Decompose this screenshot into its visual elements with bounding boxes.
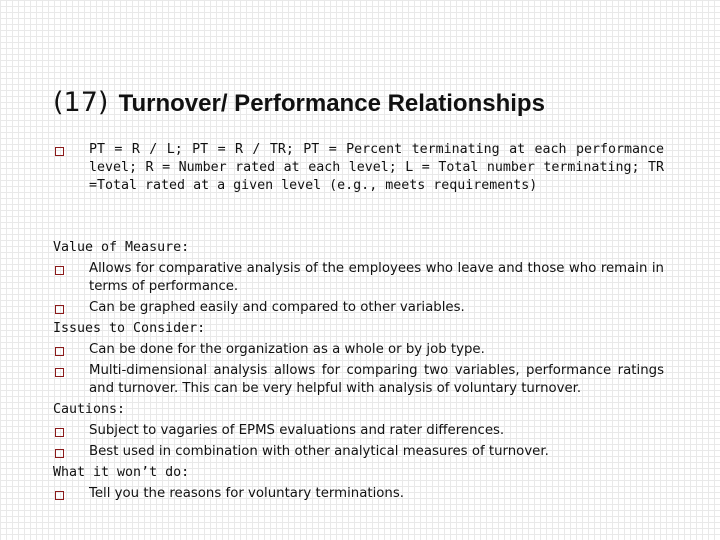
list-item-text: Can be graphed easily and compared to other variables. <box>89 300 465 315</box>
square-bullet-icon <box>55 428 64 437</box>
square-bullet-icon <box>55 491 64 500</box>
wont-do-heading: What it won’t do: <box>53 465 190 480</box>
value-heading: Value of Measure: <box>53 240 190 255</box>
square-bullet-icon <box>55 147 64 156</box>
square-bullet-icon <box>55 266 64 275</box>
square-bullet-icon <box>55 368 64 377</box>
square-bullet-icon <box>55 305 64 314</box>
formula-text: PT = R / L; PT = R / TR; PT = Percent terminating at each performance level; R = Number rated at each level; L = Total number terminating; TR =Total rated at a given level (e.g., meets requirements) <box>89 142 664 193</box>
list-item <box>53 341 664 359</box>
list-item <box>53 422 664 440</box>
square-bullet-icon <box>55 449 64 458</box>
issues-heading: Issues to Consider: <box>53 321 206 336</box>
list-item-text: Allows for comparative analysis of the employees who leave and those who remain in terms of performance. <box>89 261 664 294</box>
list-item <box>53 299 664 317</box>
list-item <box>53 362 664 398</box>
square-bullet-icon <box>55 347 64 356</box>
list-item-text: Multi-dimensional analysis allows for comparing two variables, performance ratings and turnover. This can be very helpful with analysis of voluntary turnover. <box>89 363 664 396</box>
list-item <box>53 443 664 461</box>
body-content <box>53 239 664 506</box>
list-item <box>53 485 664 503</box>
formula-item <box>53 141 664 195</box>
title-text: Turnover/ Performance Relationships <box>118 90 545 117</box>
list-item-text: Subject to vagaries of EPMS evaluations and rater differences. <box>89 423 505 438</box>
title-number: (17) <box>53 87 109 118</box>
cautions-heading: Cautions: <box>53 402 126 417</box>
list-item-text: Can be done for the organization as a whole or by job type. <box>89 342 485 357</box>
list-item-text: Best used in combination with other analytical measures of turnover. <box>89 444 549 459</box>
slide-title <box>53 80 545 124</box>
list-item-text: Tell you the reasons for voluntary terminations. <box>89 486 404 501</box>
list-item <box>53 260 664 296</box>
